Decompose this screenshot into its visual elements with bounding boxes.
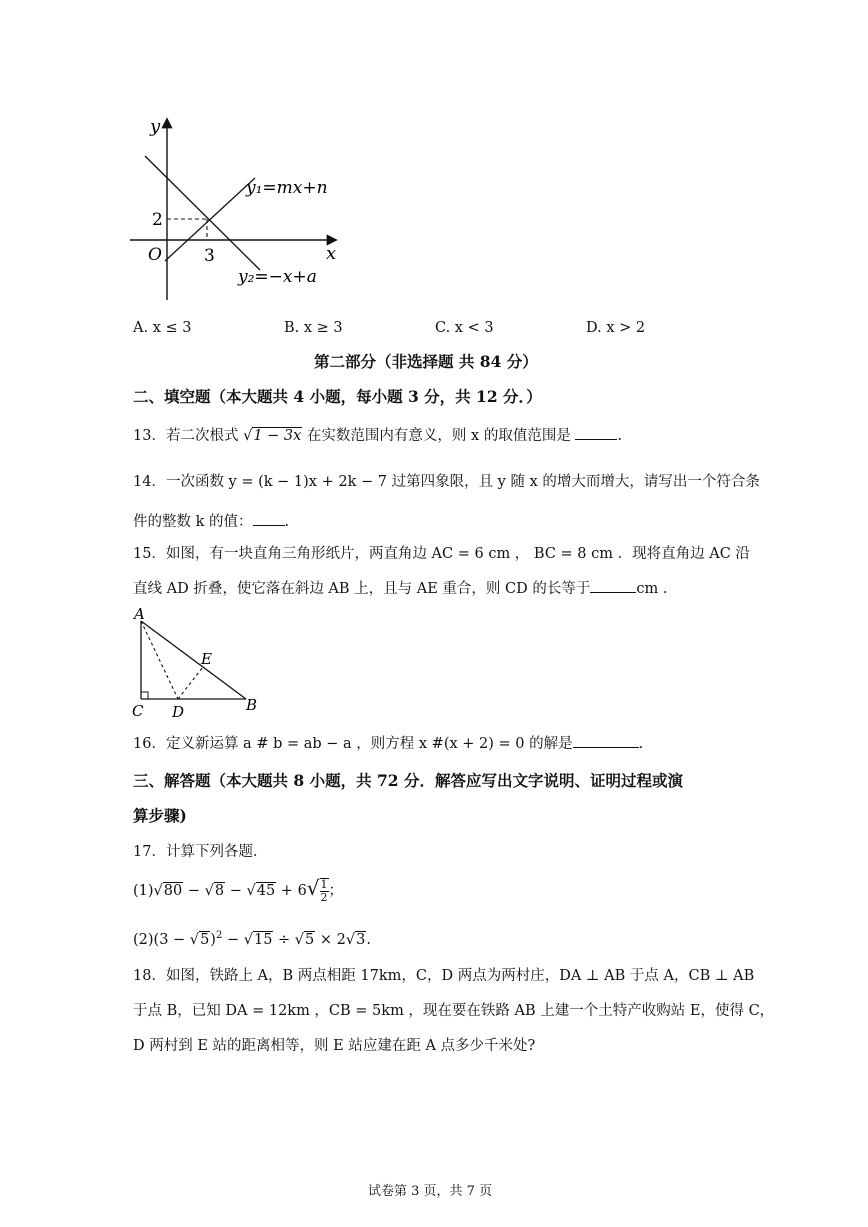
q17-p2-radicand2: 15 <box>253 931 273 948</box>
question-18-line1: 18．如图，铁路上 A，B 两点相距 17km，C，D 两点为两村庄，DA ⊥ AB 于点 A，CB ⊥ AB <box>133 968 755 984</box>
q17-p1-label: (1) <box>133 883 154 899</box>
fold-de <box>178 667 203 699</box>
section2-title: 二、填空题（本大题共 4 小题，每小题 3 分，共 12 分．） <box>133 387 542 406</box>
q17-p2-end: . <box>366 931 371 948</box>
question-16 <box>133 733 643 754</box>
vertex-a: A <box>134 605 145 623</box>
q13-answer-blank[interactable] <box>575 425 617 440</box>
q17-p2-a: 3 − <box>159 931 186 948</box>
q17-p1-radicand3: 45 <box>256 883 276 899</box>
x-axis-label: x <box>326 243 337 264</box>
q17-p1-end: ； <box>328 883 344 899</box>
q15-line2-pre: 直线 AD 折叠，使它落在斜边 AB 上，且与 AE 重合，则 CD 的长等于 <box>133 581 591 597</box>
question-17-part1: (1)√80 − √8 − √45 + 6√ $\frac{1}{2}$ ； <box>133 876 344 904</box>
question-18-line3: D 两村到 E 站的距离相等，则 E 站应建在距 A 点多少千米处? <box>133 1038 536 1054</box>
q16-end: . <box>638 736 644 752</box>
vertex-d: D <box>172 703 185 721</box>
question-15-line1: 15．如图，有一块直角三角形纸片，两直角边 AC = 6 cm ， BC = 8 cm ．现将直角边 AC 沿 <box>133 546 750 562</box>
side-ab <box>141 621 246 699</box>
y-tick-label: 2 <box>152 210 163 230</box>
x-tick-label: 3 <box>204 246 215 266</box>
question-14-line2 <box>133 511 289 532</box>
q13-post: 在实数范围内有意义，则 x 的取值范围是 <box>306 428 571 444</box>
function-graph <box>120 112 360 312</box>
vertex-e: E <box>201 650 212 668</box>
q16-answer-blank[interactable] <box>573 733 639 748</box>
right-angle-mark <box>141 692 148 699</box>
option-c[interactable]: C. x < 3 <box>435 320 494 336</box>
q17-p2-label: (2) <box>133 931 154 948</box>
q17-p1-radicand1: 80 <box>163 883 183 899</box>
q15-answer-blank[interactable] <box>590 578 636 593</box>
q17-p1-coef: 6 <box>297 883 307 899</box>
vertex-b: B <box>246 696 258 714</box>
q17-p2-exp: 2 <box>215 930 223 941</box>
q15-unit: cm . <box>636 581 668 597</box>
question-17-part2: $(2)(3 - √5)^2 - √15 \div √5 \times 2√3$. <box>133 930 371 948</box>
q14-line2-pre: 件的整数 k 的值： <box>133 514 253 530</box>
question-18-line2: 于点 B，已知 DA = 12km ，CB = 5km ，现在要在铁路 AB 上建一个土特产收购站 E，使得 C， <box>133 1003 775 1019</box>
origin-label: O <box>148 245 162 265</box>
q14-answer-blank[interactable] <box>253 511 285 526</box>
q17-p2-radicand1: 5 <box>200 931 210 948</box>
section3-title-line1: 三、解答题（本大题共 8 小题，共 72 分．解答应写出文字说明、证明过程或演 <box>133 771 683 790</box>
question-15-line2 <box>133 578 667 599</box>
triangle-figure <box>126 604 276 722</box>
option-a[interactable]: A. x ≤ 3 <box>133 320 192 336</box>
q17-p2-radicand4: 3 <box>356 931 366 948</box>
question-14-line1: 14．一次函数 y = (k − 1)x + 2k − 7 过第四象限，且 y 随 x 的增大而增大，请写出一个符合条 <box>133 474 760 490</box>
question-13: 13．若二次根式 √1 − 3x 在实数范围内有意义，则 x 的取值范围是 . <box>133 425 622 446</box>
q13-radicand: 1 − 3x <box>253 428 302 444</box>
q17-p1-den: 2 <box>320 891 328 904</box>
page-footer: 试卷第 3 页，共 7 页 <box>368 1184 493 1199</box>
line2-label: y₂=−x+a <box>238 267 317 287</box>
option-b[interactable]: B. x ≥ 3 <box>284 320 343 336</box>
q17-p2-coef: 2 <box>336 931 346 948</box>
part2-title: 第二部分（非选择题 共 84 分） <box>314 352 538 371</box>
q17-p1-num: 1 <box>320 878 328 891</box>
q13-pre: 13．若二次根式 <box>133 428 239 444</box>
question-17-title: 17．计算下列各题． <box>133 844 268 860</box>
y-axis-label: y <box>150 116 161 137</box>
q14-end: . <box>284 514 290 530</box>
section3-title-line2: 算步骤) <box>133 806 187 825</box>
q16-pre: 16．定义新运算 a # b = ab − a ，则方程 x #(x + 2) = 0 的解是 <box>133 736 573 752</box>
option-d[interactable]: D. x > 2 <box>586 320 646 336</box>
vertex-c: C <box>132 702 144 720</box>
q17-p1-radicand2: 8 <box>214 883 225 899</box>
fold-ad <box>141 621 178 699</box>
q13-end: . <box>617 428 623 444</box>
q17-p2-radicand3: 5 <box>305 931 315 948</box>
line1-label: y₁=mx+n <box>246 178 328 198</box>
